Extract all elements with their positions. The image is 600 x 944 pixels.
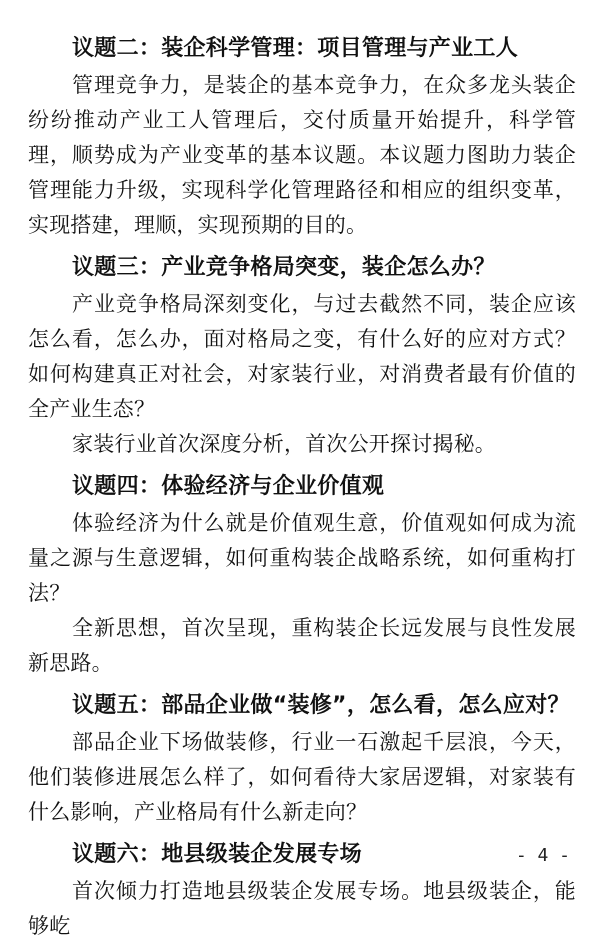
document-page (28, 30, 576, 944)
paragraph: 首次倾力打造地县级装企发展专场。地县级装企，能够屹 (28, 879, 576, 938)
page-number: - 4 - (515, 845, 570, 866)
section-title-2: 议题二：装企科学管理：项目管理与产业工人 (72, 36, 519, 61)
paragraph: 体验经济为什么就是价值观生意，价值观如何成为流量之源与生意逻辑，如何重构装企战略系统，如何重构打法？ (28, 511, 576, 605)
section-title-3: 议题三：产业竞争格局突变，装企怎么办？ (72, 255, 496, 280)
paragraph: 部品企业下场做装修，行业一石激起千层浪，今天，他们装修进展怎么样了，如何看待大家居逻辑，对家装有什么影响，产业格局有什么新走向？ (28, 730, 576, 824)
section-title-6: 议题六：地县级装企发展专场 (72, 842, 362, 867)
paragraph: 管理竞争力，是装企的基本竞争力，在众多龙头装企纷纷推动产业工人管理后，交付质量开始提升，科学管理，顺势成为产业变革的基本议题。本议题力图助力装企管理能力升级，实现科学化管理路径和相应的组织变革，实现搭建，理顺，实现预期的目的。 (28, 73, 576, 237)
paragraph: 家装行业首次深度分析，首次公开探讨揭秘。 (72, 432, 496, 456)
paragraph: 产业竞争格局深刻变化，与过去截然不同，装企应该怎么看，怎么办，面对格局之变，有什么好的应对方式？如何构建真正对社会，对家装行业，对消费者最有价值的全产业生态？ (28, 292, 576, 421)
section-title-5: 议题五：部品企业做“装修”，怎么看，怎么应对？ (72, 693, 570, 718)
section-title-4: 议题四：体验经济与企业价值观 (72, 474, 385, 499)
paragraph: 全新思想，首次呈现，重构装企长远发展与良性发展新思路。 (28, 616, 576, 675)
